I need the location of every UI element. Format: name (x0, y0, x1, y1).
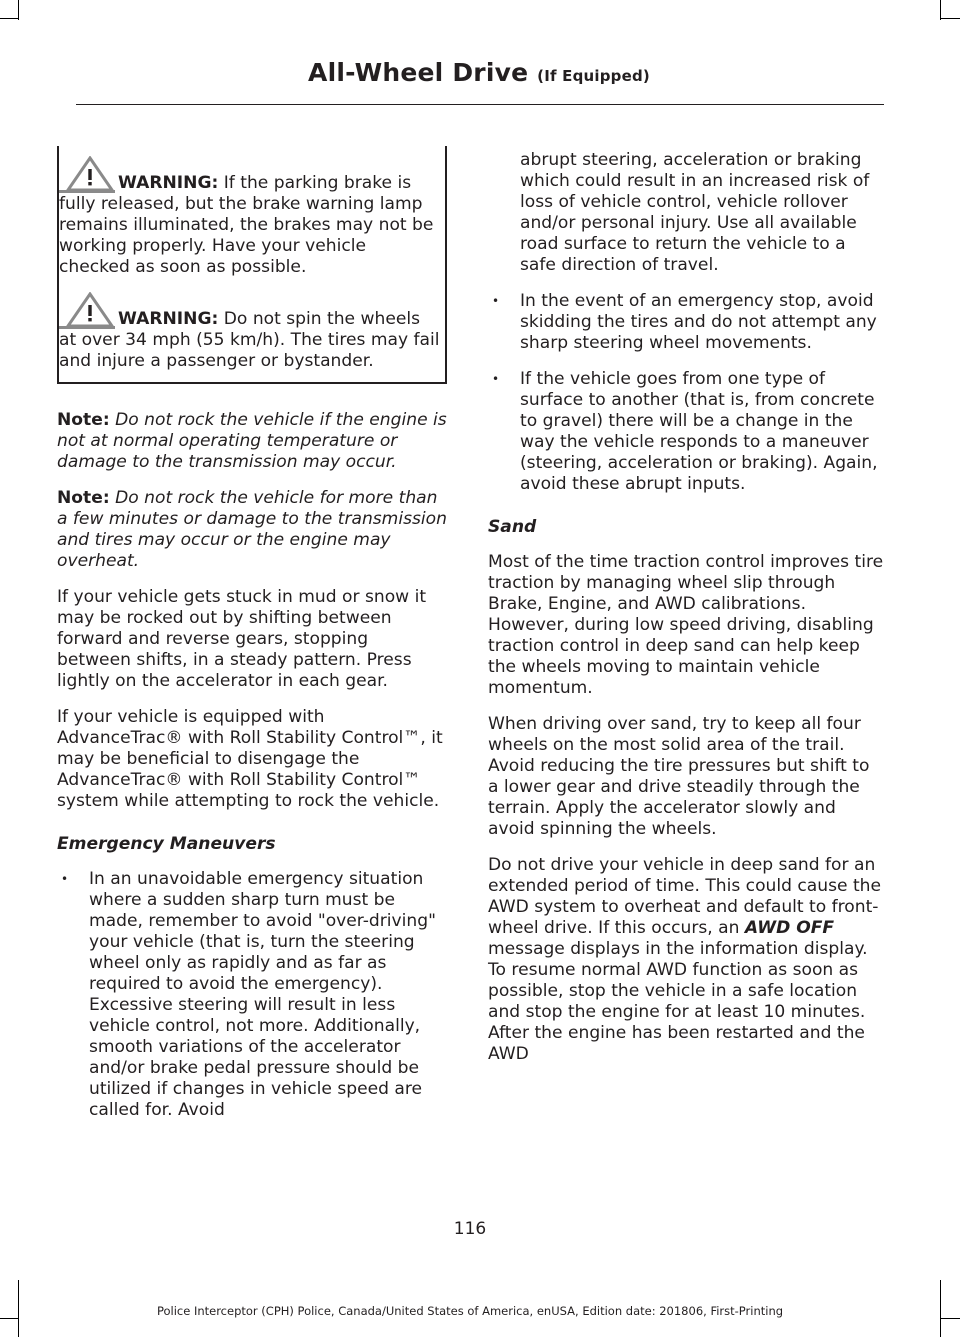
page-footer: Police Interceptor (CPH) Police, Canada/United States of America, enUSA, Edition date: 201806, First-Printing (156, 1304, 784, 1318)
list-item: • In an unavoidable emergency situation where a sudden sharp turn must be made, remember to avoid "over-driving" your vehicle (that is, turn the steering wheel only as rapidly and as far as required to avoid the emergency). Excessive steering will result in less vehicle control, not more. Additionally, smooth variations of the accelerator and/or brake pedal pressure should be utilized if changes in vehicle speed are called for. Avoid (57, 869, 447, 1121)
warning-parking-brake (59, 156, 441, 278)
bullet-continuation: abrupt steering, acceleration or braking which could result in an increased risk of loss of vehicle control, vehicle rollover and/or personal injury. Use all available road surface to return the vehicle to a safe direction of travel. (520, 150, 870, 275)
warning-text: Do not spin the wheels at over 34 mph (55 km/h). The tires may fail and injure a passenger or bystander. (59, 309, 440, 371)
warning-triangle-icon (59, 292, 115, 330)
crop-mark-bottom-right-vertical (940, 1280, 941, 1337)
crop-mark-bottom-right-horizontal (941, 1318, 960, 1319)
crop-mark-top-right-horizontal (941, 18, 960, 19)
awd-text-after: message displays in the information display. To resume normal AWD function as soon as possible, stop the vehicle in a safe location and stop the engine for at least 10 minutes. After the engine has been restarted and the AWD (488, 939, 868, 1064)
note-text: Do not rock the vehicle for more than a few minutes or damage to the transmission and tires may occur or the engine may overheat. (57, 488, 447, 571)
warning-wheel-spin (59, 292, 441, 372)
warning-label: WARNING: (118, 173, 219, 193)
paragraph-sand-traction: Most of the time traction control improves tire traction by managing wheel slip through Brake, Engine, and AWD calibrations. However, during low speed driving, disabling traction control in deep sand can help keep the wheels moving to maintain vehicle momentum. (488, 552, 884, 698)
note-rocking-duration (57, 488, 447, 572)
emergency-bullet-list (57, 869, 447, 1121)
note-text: Do not rock the vehicle if the engine is not at normal operating temperature or damage to the transmission may occur. (57, 410, 447, 472)
awd-text-before: Do not drive your vehicle in deep sand for an extended period of time. This could cause the AWD system to overheat and default to front-wheel drive. If this occurs, an (488, 855, 882, 938)
heading-sand: Sand (488, 517, 537, 537)
note-label: Note: (57, 410, 110, 430)
list-item: • In the event of an emergency stop, avoid skidding the tires and do not attempt any sharp steering wheel movements. (488, 291, 884, 354)
right-column (488, 150, 884, 1080)
warning-box (57, 146, 447, 384)
paragraph-advancetrac: If your vehicle is equipped with AdvanceTrac® with Roll Stability Control™, it may be beneficial to disengage the AdvanceTrac® with Roll Stability Control™ system while attempting to rock the vehicle. (57, 707, 443, 811)
heading-emergency-maneuvers: Emergency Maneuvers (57, 834, 276, 854)
crop-mark-top-left-vertical (18, 0, 19, 20)
warning-label: WARNING: (118, 309, 219, 329)
paragraph-rocking-out: If your vehicle gets stuck in mud or snow it may be rocked out by shifting between forward and reverse gears, stopping between shifts, in a steady pattern. Press lightly on the accelerator in each gear. (57, 587, 427, 691)
warning-text: If the parking brake is fully released, but the brake warning lamp remains illuminated, the brakes may not be working properly. Have your vehicle checked as soon as possible. (59, 173, 434, 277)
page-header (308, 58, 650, 87)
header-title: All-Wheel Drive (308, 58, 529, 87)
crop-mark-top-left-horizontal (0, 18, 18, 19)
warning-triangle-icon (59, 156, 115, 194)
left-column (57, 146, 447, 1136)
page-number: 116 (453, 1219, 487, 1239)
paragraph-sand-driving: When driving over sand, try to keep all four wheels on the most solid area of the trail. Avoid reducing the tire pressures but shift to a lower gear and drive steadily through the terrain. Apply the accelerator slowly and avoid spinning the wheels. (488, 714, 870, 839)
list-item: • If the vehicle goes from one type of surface to another (that is, from concrete to gravel) there will be a change in the way the vehicle responds to a maneuver (steering, acceleration or braking). Again, avoid these abrupt inputs. (488, 369, 884, 495)
header-rule (76, 104, 884, 105)
crop-mark-top-right-vertical (940, 0, 941, 20)
emergency-bullet-list-continued (488, 291, 884, 495)
crop-mark-bottom-left-horizontal (0, 1318, 18, 1319)
awd-off-message: AWD OFF (744, 918, 835, 938)
note-label: Note: (57, 488, 110, 508)
note-engine-temperature (57, 410, 447, 473)
paragraph-awd-off (488, 855, 884, 1065)
header-subtitle: (If Equipped) (537, 67, 650, 85)
